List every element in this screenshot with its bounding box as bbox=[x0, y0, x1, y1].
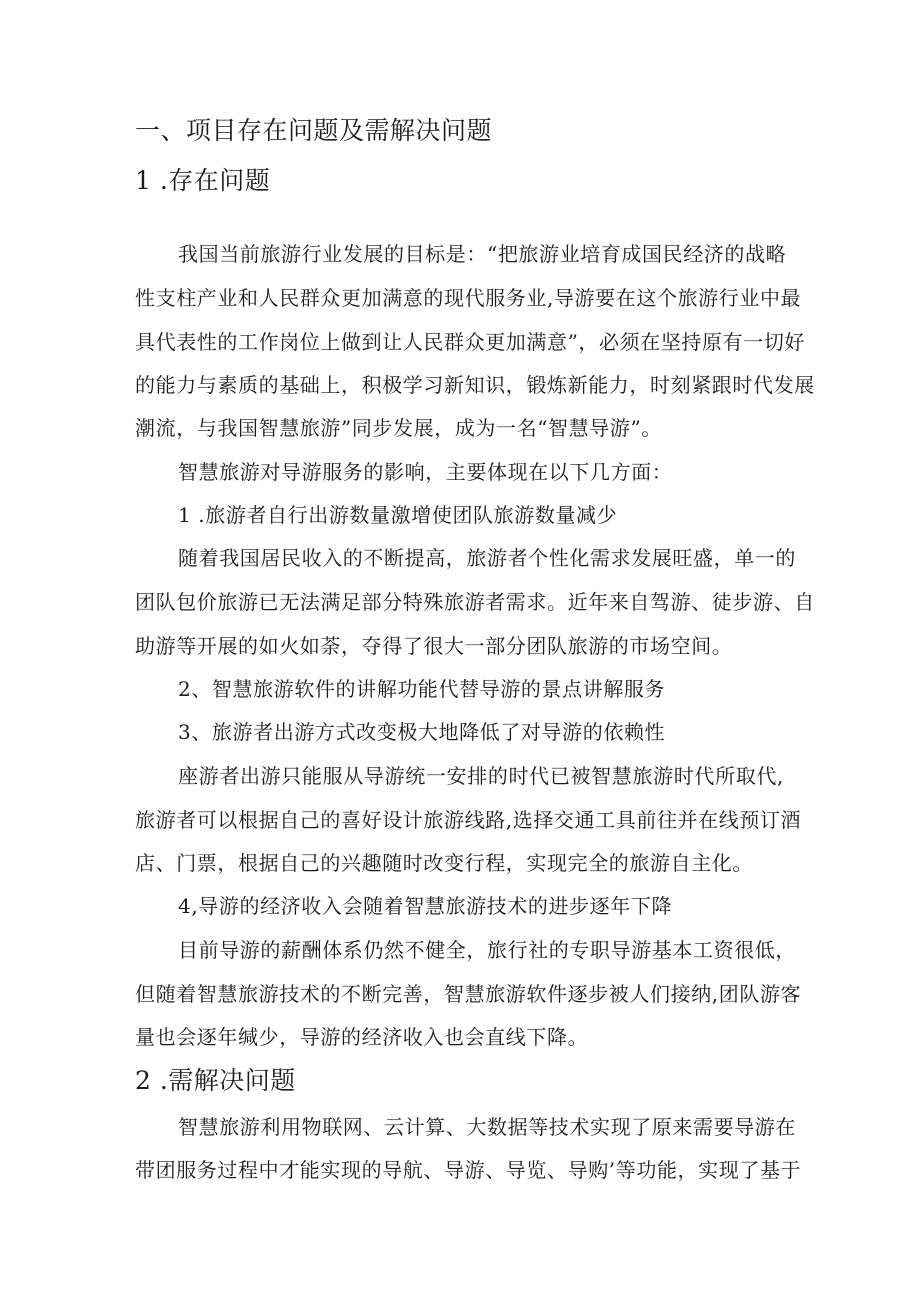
item-2-title: 2、智慧旅游软件的讲解功能代替导游的景点讲解服务 bbox=[178, 677, 666, 701]
paragraph-line: 性支柱产业和人民群众更加满意的现代服务业,导游要在这个旅游行业中最 bbox=[135, 286, 802, 310]
paragraph-line: 团队包价旅游已无法满足部分特殊旅游者需求。近年来自驾游、徒步游、自 bbox=[135, 590, 815, 614]
paragraph-line: 带团服务过程中才能实现的导航、导游、导览、导购’等功能，实现了基于 bbox=[135, 1158, 802, 1182]
paragraph-line: 具代表性的工作岗位上做到让人民群众更加满意”，必须在坚持原有一切好 bbox=[135, 330, 806, 354]
paragraph-line: 目前导游的薪酬体系仍然不健全，旅行社的专职导游基本工资很低， bbox=[178, 938, 796, 962]
paragraph-line: 旅游者可以根据自己的喜好设计旅游线路,选择交通工具前往并在线预订酒 bbox=[135, 808, 802, 832]
paragraph-line: 智慧旅游对导游服务的影响，主要体现在以下几方面： bbox=[178, 460, 673, 484]
paragraph-line: 随着我国居民收入的不断提高，旅游者个性化需求发展旺盛，单一的 bbox=[178, 546, 796, 570]
paragraph-line: 智慧旅游利用物联网、云计算、大数据等技术实现了原来需要导游在 bbox=[178, 1115, 796, 1139]
paragraph-line: 助游等开展的如火如荼，夺得了很大一部分团队旅游的市场空间。 bbox=[135, 634, 733, 658]
paragraph-line: 我国当前旅游行业发展的目标是：“把旅游业培育成国民经济的战略 bbox=[178, 242, 787, 266]
section-1-title: 1 .存在问题 bbox=[135, 166, 271, 195]
main-heading: 一、项目存在问题及需解决问题 bbox=[135, 116, 493, 145]
paragraph-line: 量也会逐年缄少，导游的经济收入也会直线下降。 bbox=[135, 1025, 589, 1049]
paragraph-line: 座游者出游只能服从导游统一安排的时代已被智慧旅游时代所取代, bbox=[178, 764, 784, 788]
paragraph-line: 潮流，与我国智慧旅游”同步发展，成为一名“智慧导游”。 bbox=[135, 416, 662, 440]
item-1-title: 1 .旅游者自行出游数量激增使团队旅游数量减少 bbox=[178, 503, 618, 527]
item-4-title: 4,导游的经济收入会随着智慧旅游技术的进步逐年下降 bbox=[178, 894, 673, 918]
paragraph-line: 的能力与素质的基础上，积极学习新知识，锻炼新能力，时刻紧跟时代发展 bbox=[135, 373, 815, 397]
section-2-title: 2 .需解决问题 bbox=[135, 1066, 296, 1095]
item-3-title: 3、旅游者出游方式改变极大地降低了对导游的依赖性 bbox=[178, 720, 666, 744]
paragraph-line: 店、门票，根据自己的兴趣随时改变行程，实现完全的旅游自主化。 bbox=[135, 851, 753, 875]
paragraph-line: 但随着智慧旅游技术的不断完善，智慧旅游软件逐步被人们接纳,团队游客 bbox=[135, 982, 802, 1006]
